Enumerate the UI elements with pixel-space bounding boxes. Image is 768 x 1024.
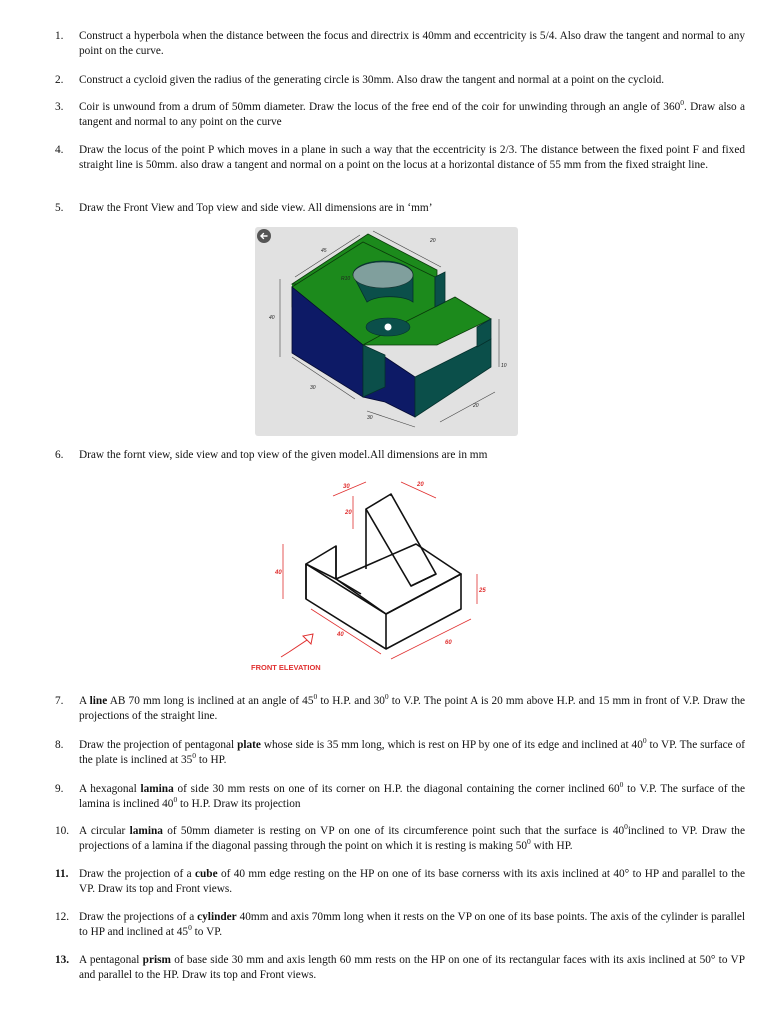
superscript: 0 xyxy=(624,822,628,832)
question-number: 5. xyxy=(55,202,64,214)
text-run: to H.P. Draw its projection xyxy=(177,797,301,810)
question-text xyxy=(79,201,745,216)
question-number: 4. xyxy=(55,144,64,156)
question-text xyxy=(79,29,745,58)
text-run: of 40 mm edge resting on the HP on one of its base cornerss with its axis inclined at 40° to HP and parallel to the VP. Draw its top and Front views. xyxy=(79,868,745,895)
question-5 xyxy=(55,201,745,216)
question-text xyxy=(79,73,745,88)
text-run: Draw the Front View and Top view and side view. All dimensions are in ‘mm’ xyxy=(79,202,433,214)
question-number: 2. xyxy=(55,74,64,86)
question-number: 8. xyxy=(55,739,64,751)
superscript: 0 xyxy=(192,750,197,760)
text-run: A pentagonal xyxy=(79,954,143,966)
superscript: 0 xyxy=(527,836,531,846)
text-run: of base side 30 mm and axis length 60 mm rests on the HP on one of its rectangular faces with its axis inclined at 50° to VP and parallel to the HP. Draw its top and Front views. xyxy=(79,954,745,981)
question-number: 3. xyxy=(55,101,64,113)
question-9 xyxy=(55,782,745,811)
dim-label: 30 xyxy=(343,484,350,490)
question-number: 1. xyxy=(55,30,64,42)
bold-term: lamina xyxy=(129,825,163,837)
text-run: of 50mm diameter is resting on VP on one of its circumference point such that the surface is 40 xyxy=(162,825,625,837)
isometric-block-drawing xyxy=(255,227,518,436)
question-text xyxy=(79,738,745,767)
superscript: 0 xyxy=(173,794,178,804)
bold-term: cube xyxy=(194,868,218,880)
question-1 xyxy=(55,29,745,58)
question-number: 12. xyxy=(55,911,70,923)
bold-term: cylinder xyxy=(197,911,237,923)
question-text xyxy=(79,867,745,896)
dim-label: 60 xyxy=(445,640,452,646)
text-run: to VP. The surface of the plate is inclined at 35 xyxy=(79,739,745,766)
question-text xyxy=(79,100,745,129)
text-run: Draw the locus of the point P which moves in a plane in such a way that the eccentricity is 2/3. The distance between the fixed point F and fixed straight line is 50mm. also draw a tangent and normal on a point on the locus at a horizontal distance of 55 mm from the fixed straight line. xyxy=(79,144,745,171)
dim-label: 40 xyxy=(275,570,282,576)
bold-term: plate xyxy=(237,739,261,751)
question-number: 11. xyxy=(55,868,69,880)
text-run: of side 30 mm rests on one of its corner on H.P. the diagonal containing the corner inclined 60 xyxy=(173,783,620,795)
text-run: A circular xyxy=(79,825,130,837)
text-run: to V.P. The point A is 20 mm above H.P. and 15 mm in front of V.P. Draw the projections of the straight line. xyxy=(79,695,745,722)
dim-label: R10 xyxy=(341,276,351,282)
superscript: 0 xyxy=(313,692,318,702)
dim-label: 40 xyxy=(269,315,275,321)
text-run: Construct a cycloid given the radius of the generating circle is 30mm. Also draw the tangent and normal at a point on the cycloid. xyxy=(79,74,665,86)
front-elevation-caption: FRONT ELEVATION xyxy=(251,663,321,672)
question-text xyxy=(79,143,745,172)
question-number: 7. xyxy=(55,695,64,707)
question-8 xyxy=(55,738,745,767)
dim-label: 25 xyxy=(479,588,486,594)
question-number: 10. xyxy=(55,825,70,837)
dim-label: 20 xyxy=(473,403,479,409)
question-text xyxy=(79,448,745,463)
dim-label: 30 xyxy=(310,385,316,391)
text-run: AB 70 mm long is inclined at an angle of 45 xyxy=(107,695,314,707)
text-run: Draw the projection of a xyxy=(79,868,195,880)
dim-label: 40 xyxy=(337,632,344,638)
superscript: 0 xyxy=(642,736,647,746)
text-run: with HP. xyxy=(530,839,573,852)
question-number: 6. xyxy=(55,449,64,461)
question-13 xyxy=(55,953,745,982)
question-2 xyxy=(55,73,745,88)
dim-label: 10 xyxy=(501,363,507,369)
figure-line-drawing xyxy=(241,474,509,680)
question-4 xyxy=(55,143,745,172)
superscript: 0 xyxy=(680,98,685,108)
bold-term: line xyxy=(89,695,108,707)
question-7 xyxy=(55,694,745,723)
question-3 xyxy=(55,100,745,129)
question-text xyxy=(79,782,745,811)
dim-label: 20 xyxy=(345,510,352,516)
question-text xyxy=(79,953,745,982)
question-text xyxy=(79,910,745,939)
text-run: whose side is 35 mm long, which is rest on HP by one of its edge and inclined at 40 xyxy=(260,739,643,751)
text-run: Draw the fornt view, side view and top view of the given model.All dimensions are in mm xyxy=(79,449,488,461)
question-6 xyxy=(55,448,745,463)
superscript: 0 xyxy=(188,922,192,932)
text-run: to V.P. The surface of the lamina is inclined 40 xyxy=(79,783,746,810)
question-number: 9. xyxy=(55,783,64,795)
superscript: 0 xyxy=(619,780,624,790)
superscript: 0 xyxy=(384,692,389,702)
text-run: to HP. xyxy=(196,753,227,766)
question-12 xyxy=(55,910,745,939)
text-run: . Draw also a tangent and normal to any point on the curve xyxy=(79,101,745,128)
text-run: Draw the projection of pentagonal xyxy=(79,739,238,751)
line-model-drawing xyxy=(241,474,509,680)
text-run: inclined to VP. Draw the projections of a lamina if the diagonal passing through the point on which it is resting is making 50 xyxy=(79,825,745,852)
text-run: to VP. xyxy=(191,925,223,938)
text-run: A xyxy=(79,695,90,707)
question-number: 13. xyxy=(55,954,70,966)
question-11 xyxy=(55,867,745,896)
text-run: Construct a hyperbola when the distance between the focus and directrix is 40mm and eccentricity is 5/4. Also draw the tangent and normal to any point on the curve. xyxy=(79,30,745,57)
bold-term: lamina xyxy=(140,783,174,795)
dim-label: 30 xyxy=(367,415,373,421)
question-text xyxy=(79,694,745,723)
text-run: to H.P. and 30 xyxy=(317,695,385,707)
dim-label: 20 xyxy=(417,482,424,488)
figure-isometric-block xyxy=(255,227,518,436)
text-run: 40mm and axis 70mm long when it rests on the VP on one of its base points. The axis of the cylinder is parallel to HP and inclined at 45 xyxy=(79,911,745,938)
text-run: Coir is unwound from a drum of 50mm diameter. Draw the locus of the free end of the coir for unwinding through an angle of 360 xyxy=(79,101,681,113)
dim-label: 45 xyxy=(321,248,327,254)
text-run: A hexagonal xyxy=(79,783,141,795)
bold-term: prism xyxy=(142,954,171,966)
question-text xyxy=(79,824,745,853)
dim-label: 20 xyxy=(430,238,436,244)
question-10 xyxy=(55,824,745,853)
text-run: Draw the projections of a xyxy=(79,911,198,923)
